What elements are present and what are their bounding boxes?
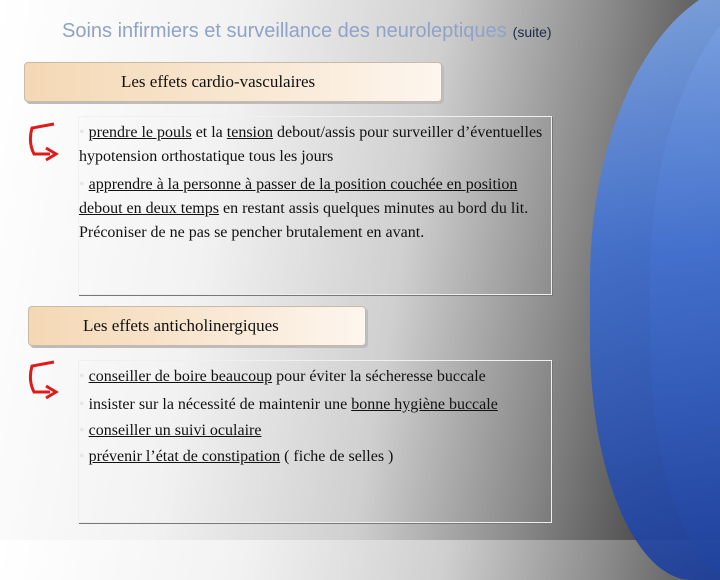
section-label-anticholinergic (28, 306, 366, 346)
list-item: • insister sur la nécessité de maintenir une bonne hygiène buccale (79, 396, 498, 413)
section-label-text: Les effets cardio-vasculaires (121, 72, 316, 91)
curved-return-arrow-icon (24, 120, 64, 164)
list-item: • prendre le pouls et la tension debout/assis pour surveiller d’éventuelles hypotension orthostatique tous les jours (79, 124, 543, 165)
bullet-icon: • (79, 368, 85, 385)
list-item: • conseiller de boire beaucoup pour éviter la sécheresse buccale (79, 368, 486, 385)
title-main: Soins infirmiers et surveillance des neuroleptiques (62, 20, 507, 42)
list-item: • prévenir l’état de constipation ( fiche de selles ) (79, 448, 394, 465)
underlined-text: apprendre à la personne à passer de la position couchée en position debout en deux temps (79, 176, 518, 217)
bullet-icon: • (79, 422, 85, 439)
underlined-text: prévenir l’état de constipation (88, 448, 281, 465)
bullet-icon: • (79, 396, 85, 413)
underlined-text: conseiller de boire beaucoup (88, 368, 273, 385)
underlined-text: conseiller un suivi oculaire (88, 422, 262, 439)
decorative-swoosh (590, 0, 720, 580)
underlined-text: prendre le pouls (88, 124, 192, 141)
bullet-icon: • (79, 448, 85, 465)
section-label-cardio (24, 62, 442, 102)
section-label-text: Les effets anticholinergiques (83, 316, 279, 335)
list-item: • apprendre à la personne à passer de la position couchée en position debout en deux temps en restant assis quelques minutes au bord du lit. Préconiser de ne pas se pencher brutalement en avant. (79, 176, 529, 241)
slide-title (62, 20, 552, 43)
content-box-anticholinergic (78, 360, 552, 523)
title-suite: (suite) (512, 24, 552, 40)
list-item (79, 419, 545, 443)
bullet-icon: • (79, 124, 85, 141)
bullet-icon: • (79, 176, 85, 193)
content-box-cardio (78, 116, 552, 295)
underlined-text: bonne hygiène buccale (351, 396, 498, 413)
underlined-text: tension (226, 124, 273, 141)
curved-return-arrow-icon (24, 358, 64, 402)
